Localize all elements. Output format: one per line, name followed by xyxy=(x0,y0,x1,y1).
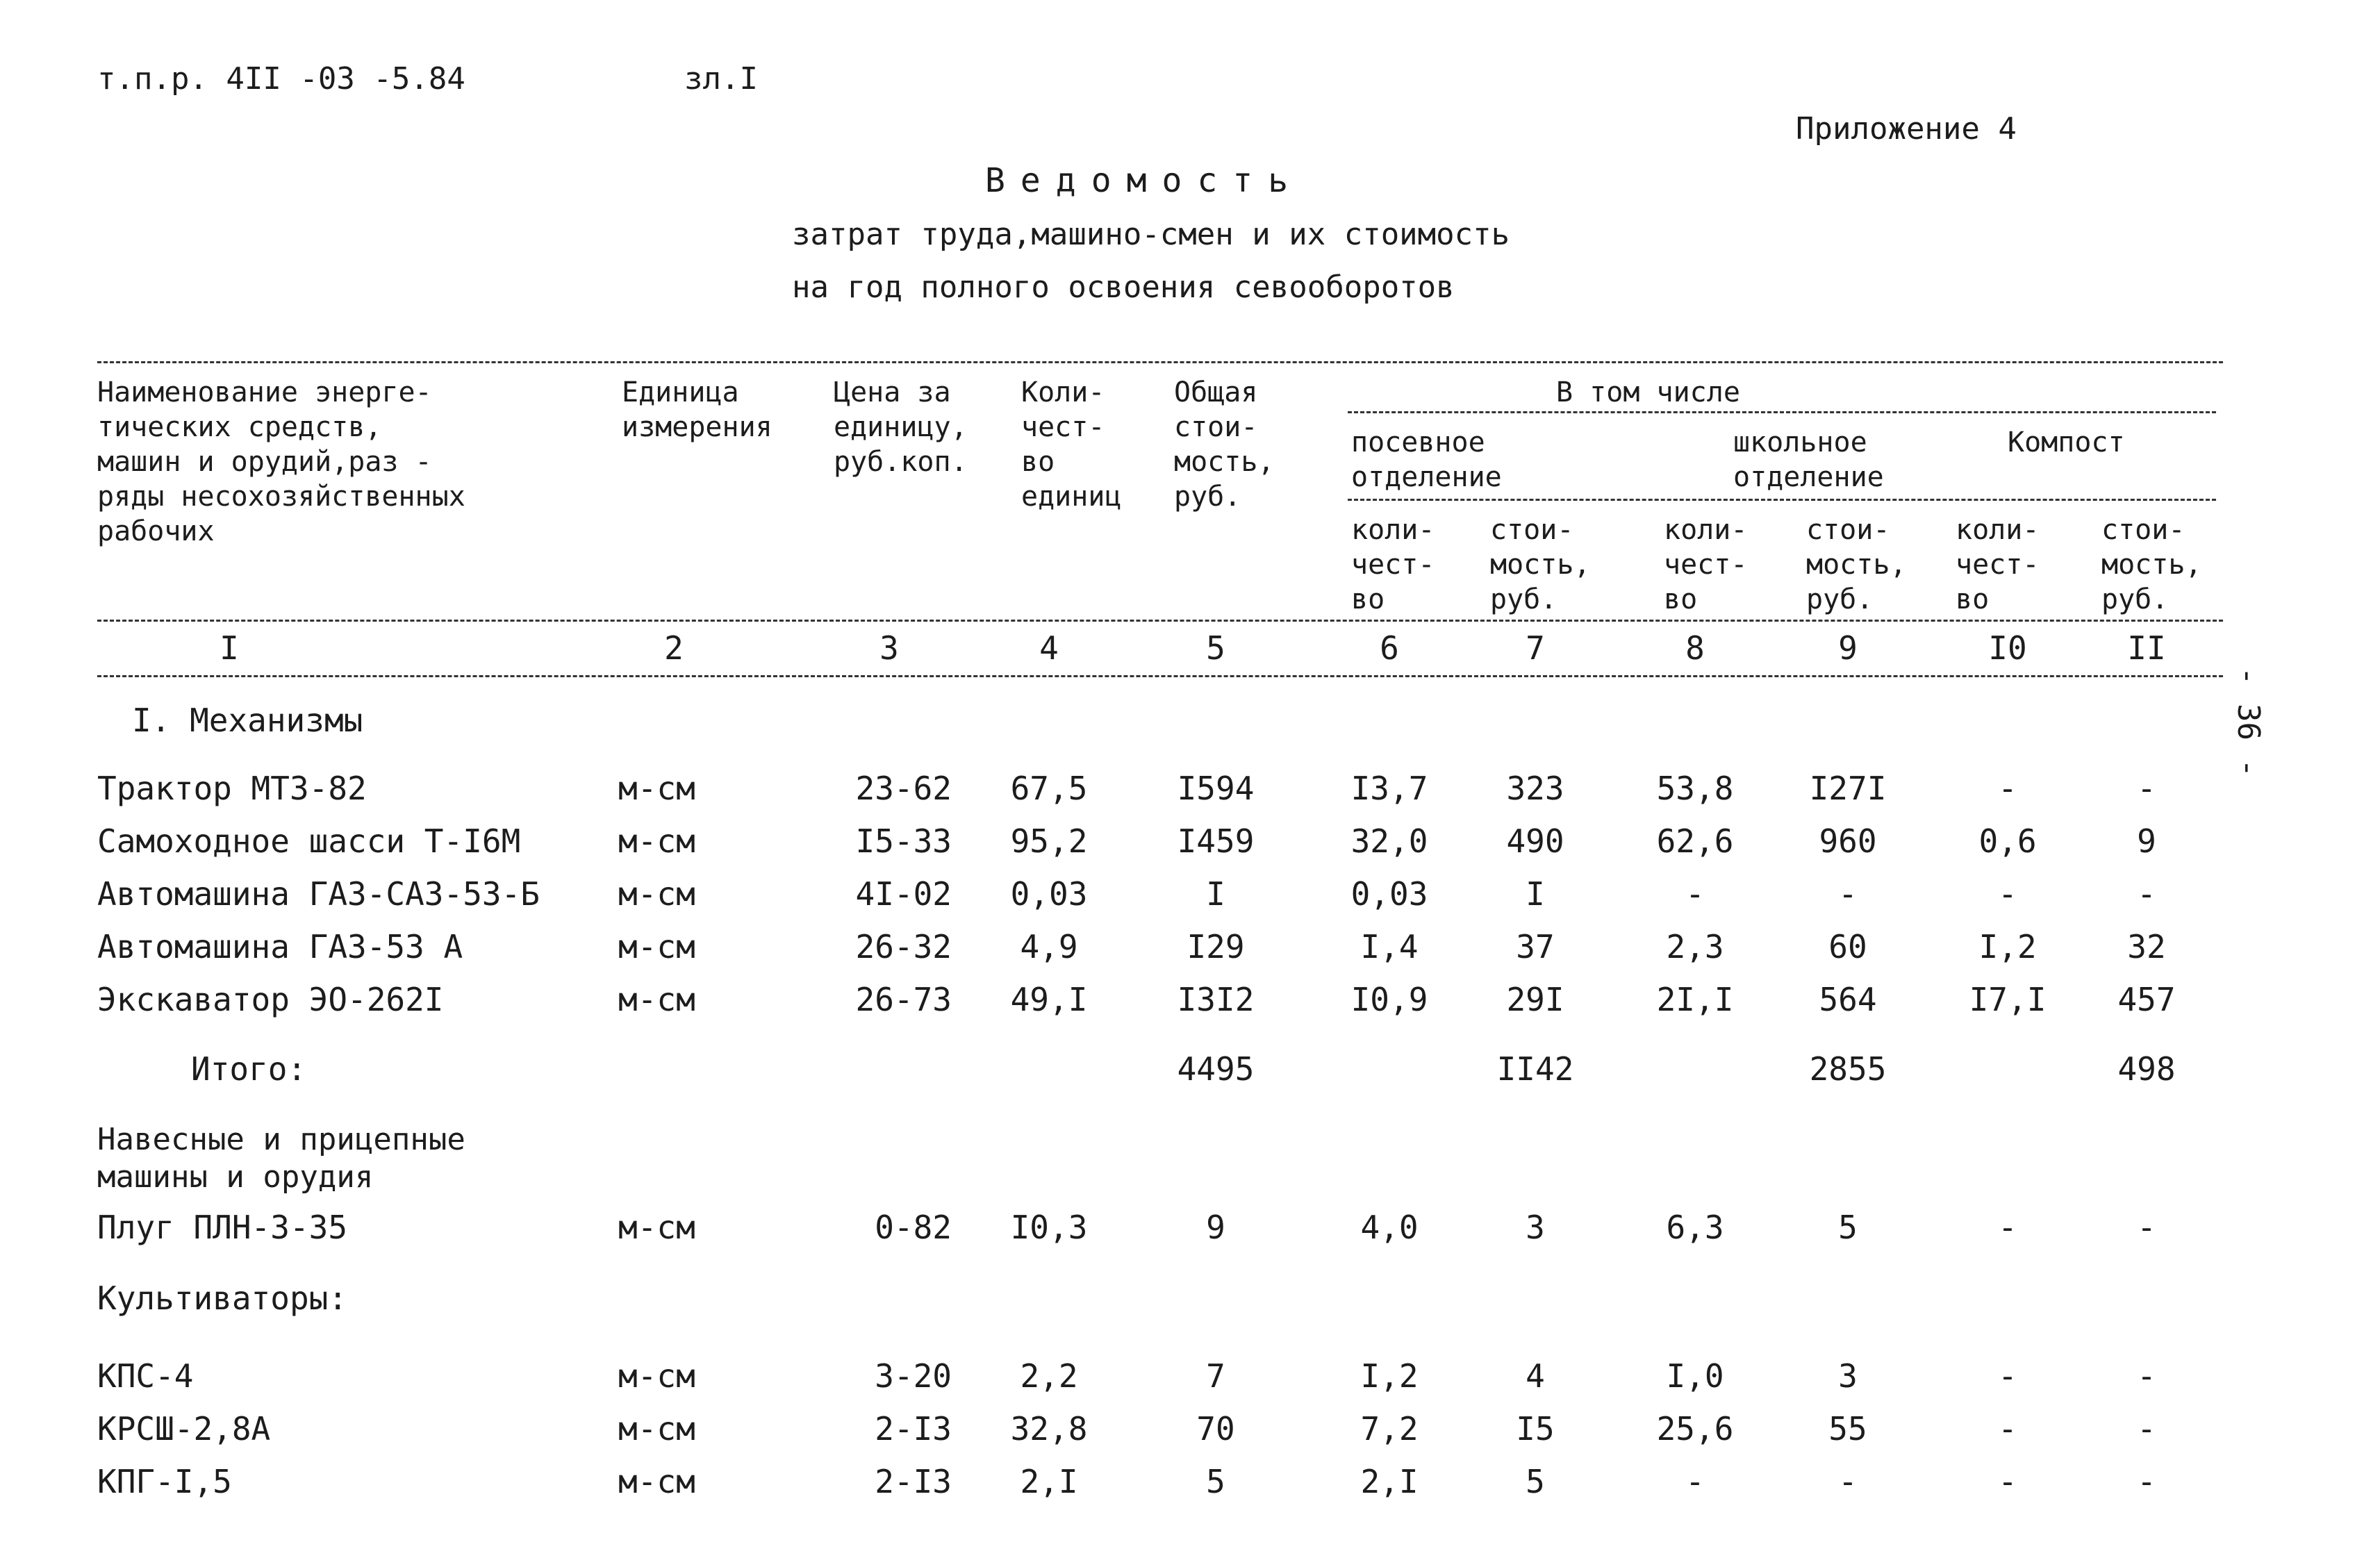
row-price: I5-33 xyxy=(855,822,952,860)
row-sowing-qty: I,2 xyxy=(1360,1357,1419,1395)
row-school-qty: - xyxy=(1685,875,1705,913)
row-price: 0-82 xyxy=(875,1209,952,1246)
row-sowing-cost: 37 xyxy=(1516,928,1555,966)
table-row xyxy=(0,1463,2380,1511)
row-name: КПС-4 xyxy=(97,1357,194,1395)
row-quantity: 95,2 xyxy=(1010,822,1088,860)
row-name: Экскаватор ЭО-262I xyxy=(97,981,444,1018)
document-subtitle-1: затрат труда,машино-смен и их стоимость xyxy=(792,217,1510,252)
row-name: Автомашина ГАЗ-САЗ-53-Б xyxy=(97,875,540,913)
row-compost-cost: 32 xyxy=(2127,928,2166,966)
col-number: 9 xyxy=(1838,629,1858,667)
row-school-qty: 2,3 xyxy=(1666,928,1724,966)
header-top-rule xyxy=(97,361,2223,363)
row-school-cost: I27I xyxy=(1809,770,1887,807)
header-col-unit: Единица измерения xyxy=(622,376,772,443)
row-price: 3-20 xyxy=(875,1357,952,1395)
row-unit: м-см xyxy=(618,875,695,913)
row-sowing-qty: 2,I xyxy=(1360,1463,1419,1500)
row-school-qty: 62,6 xyxy=(1656,822,1734,860)
row-sowing-qty: I0,9 xyxy=(1350,981,1428,1018)
row-price: 2-I3 xyxy=(875,1463,952,1500)
document-code: т.п.р. 4II -03 -5.84 xyxy=(97,61,465,97)
row-unit: м-см xyxy=(618,928,695,966)
col-number: 2 xyxy=(664,629,684,667)
total-label: Итого: xyxy=(191,1050,307,1088)
row-price: 2-I3 xyxy=(875,1410,952,1448)
row-school-cost: 55 xyxy=(1828,1410,1867,1448)
row-unit: м-см xyxy=(618,981,695,1018)
row-school-qty: 6,3 xyxy=(1666,1209,1724,1246)
row-total: 5 xyxy=(1206,1463,1225,1500)
row-quantity: 32,8 xyxy=(1010,1410,1088,1448)
row-sowing-cost: 323 xyxy=(1506,770,1564,807)
row-compost-cost: - xyxy=(2137,1410,2156,1448)
header-school-cost: стои- мость, руб. xyxy=(1806,514,1907,615)
row-total: 7 xyxy=(1206,1357,1225,1395)
row-quantity: 4,9 xyxy=(1020,928,1078,966)
row-unit: м-см xyxy=(618,822,695,860)
col-number: 3 xyxy=(879,629,899,667)
header-compost-cost: стои- мость, руб. xyxy=(2101,514,2202,615)
header-sowing-cost: стои- мость, руб. xyxy=(1490,514,1591,615)
row-name: КРСШ-2,8А xyxy=(97,1410,271,1448)
header-bottom-rule xyxy=(97,620,2223,622)
table-row xyxy=(0,822,2380,871)
row-school-cost: 960 xyxy=(1819,822,1877,860)
col-number: 4 xyxy=(1039,629,1059,667)
row-school-qty: 25,6 xyxy=(1656,1410,1734,1448)
row-compost-qty: - xyxy=(1998,875,2017,913)
row-compost-cost: - xyxy=(2137,1463,2156,1500)
row-compost-qty: - xyxy=(1998,1410,2017,1448)
row-compost-qty: - xyxy=(1998,1463,2017,1500)
row-name: КПГ-I,5 xyxy=(97,1463,232,1500)
row-compost-cost: - xyxy=(2137,770,2156,807)
table-row xyxy=(0,928,2380,977)
total-school-cost: 2855 xyxy=(1809,1050,1887,1088)
row-sowing-cost: 3 xyxy=(1526,1209,1545,1246)
sheet-number: зл.I xyxy=(684,61,758,97)
table-row xyxy=(0,1410,2380,1459)
row-name: Трактор МТЗ-82 xyxy=(97,770,367,807)
row-compost-qty: I,2 xyxy=(1978,928,2037,966)
header-col-price: Цена за единицу, руб.коп. xyxy=(834,376,968,478)
total-cost: 4495 xyxy=(1177,1050,1255,1088)
header-school-qty: коли- чест- во xyxy=(1664,514,1748,615)
row-school-cost: 5 xyxy=(1838,1209,1858,1246)
row-compost-qty: - xyxy=(1998,770,2017,807)
row-sowing-cost: 29I xyxy=(1506,981,1564,1018)
row-compost-qty: 0,6 xyxy=(1978,822,2037,860)
row-compost-cost: - xyxy=(2137,875,2156,913)
row-sowing-cost: I5 xyxy=(1516,1410,1555,1448)
row-sowing-qty: 32,0 xyxy=(1350,822,1428,860)
section-title-mechanisms: I. Механизмы xyxy=(132,702,363,739)
header-group-sowing: посевное отделение xyxy=(1351,426,1502,493)
row-name: Самоходное шасси Т-I6М xyxy=(97,822,521,860)
page-side-number: - 36 - xyxy=(2231,667,2266,777)
row-compost-cost: - xyxy=(2137,1357,2156,1395)
header-including: В том числе xyxy=(1556,376,1740,408)
document-subtitle-2: на год полного освоения севооборотов xyxy=(792,270,1455,305)
col-number: 6 xyxy=(1380,629,1399,667)
row-sowing-qty: 4,0 xyxy=(1360,1209,1419,1246)
row-quantity: 0,03 xyxy=(1010,875,1088,913)
row-school-qty: - xyxy=(1685,1463,1705,1500)
header-group-rule xyxy=(1348,499,2216,501)
appendix-label: Приложение 4 xyxy=(1796,111,2017,147)
total-sowing-cost: II42 xyxy=(1496,1050,1574,1088)
row-sowing-qty: 0,03 xyxy=(1350,875,1428,913)
row-total: I xyxy=(1206,875,1225,913)
header-compost-qty: коли- чест- во xyxy=(1956,514,2040,615)
table-row xyxy=(0,1357,2380,1406)
header-sowing-qty: коли- чест- во xyxy=(1351,514,1435,615)
table-row xyxy=(0,981,2380,1029)
row-quantity: I0,3 xyxy=(1010,1209,1088,1246)
row-compost-cost: 457 xyxy=(2117,981,2176,1018)
row-name: Автомашина ГАЗ-53 А xyxy=(97,928,463,966)
header-including-rule xyxy=(1348,411,2216,413)
row-compost-qty: - xyxy=(1998,1357,2017,1395)
section-title-cultivators: Культиваторы: xyxy=(97,1279,348,1317)
row-school-cost: 60 xyxy=(1828,928,1867,966)
header-group-school: школьное отделение xyxy=(1733,426,1884,493)
row-unit: м-см xyxy=(618,1463,695,1500)
table-row xyxy=(0,875,2380,924)
row-sowing-qty: 7,2 xyxy=(1360,1410,1419,1448)
row-compost-cost: 9 xyxy=(2137,822,2156,860)
row-total: I29 xyxy=(1187,928,1245,966)
table-row xyxy=(0,770,2380,818)
header-col-name: Наименование энерге- тических средств, машин и орудий,раз - ряды несохозяйственных рабочих xyxy=(97,376,465,547)
row-total: 70 xyxy=(1196,1410,1235,1448)
header-col-quantity: Коли- чест- во единиц xyxy=(1021,376,1122,513)
row-quantity: 67,5 xyxy=(1010,770,1088,807)
row-unit: м-см xyxy=(618,1209,695,1246)
row-total: I459 xyxy=(1177,822,1255,860)
row-price: 26-73 xyxy=(855,981,952,1018)
row-sowing-cost: 4 xyxy=(1526,1357,1545,1395)
row-compost-qty: - xyxy=(1998,1209,2017,1246)
row-school-cost: - xyxy=(1838,875,1858,913)
col-number: I0 xyxy=(1988,629,2027,667)
row-sowing-qty: I3,7 xyxy=(1350,770,1428,807)
header-group-compost: Компост xyxy=(2008,426,2125,458)
row-school-cost: 3 xyxy=(1838,1357,1858,1395)
total-row xyxy=(0,1050,2380,1099)
row-school-cost: 564 xyxy=(1819,981,1877,1018)
row-unit: м-см xyxy=(618,1410,695,1448)
row-price: 4I-02 xyxy=(855,875,952,913)
row-sowing-cost: 5 xyxy=(1526,1463,1545,1500)
row-school-qty: 53,8 xyxy=(1656,770,1734,807)
col-number: 5 xyxy=(1206,629,1225,667)
row-name: Плуг ПЛН-3-35 xyxy=(97,1209,348,1246)
row-price: 23-62 xyxy=(855,770,952,807)
row-school-cost: - xyxy=(1838,1463,1858,1500)
row-total: 9 xyxy=(1206,1209,1225,1246)
row-compost-qty: I7,I xyxy=(1969,981,2047,1018)
row-quantity: 2,I xyxy=(1020,1463,1078,1500)
col-number: 7 xyxy=(1526,629,1545,667)
row-total: I594 xyxy=(1177,770,1255,807)
row-quantity: 2,2 xyxy=(1020,1357,1078,1395)
row-school-qty: 2I,I xyxy=(1656,981,1734,1018)
table-row xyxy=(0,1209,2380,1257)
document-title: Ведомость xyxy=(985,161,1304,200)
total-compost-cost: 498 xyxy=(2117,1050,2176,1088)
header-col-total-cost: Общая стои- мость, руб. xyxy=(1174,376,1275,513)
row-quantity: 49,I xyxy=(1010,981,1088,1018)
row-school-qty: I,0 xyxy=(1666,1357,1724,1395)
col-number: II xyxy=(2127,629,2166,667)
section-title-attachments: Навесные и прицепные машины и орудия xyxy=(97,1122,465,1195)
row-unit: м-см xyxy=(618,1357,695,1395)
row-total: I3I2 xyxy=(1177,981,1255,1018)
col-number: I xyxy=(220,629,239,667)
row-sowing-cost: 490 xyxy=(1506,822,1564,860)
row-price: 26-32 xyxy=(855,928,952,966)
row-compost-cost: - xyxy=(2137,1209,2156,1246)
row-unit: м-см xyxy=(618,770,695,807)
col-number: 8 xyxy=(1685,629,1705,667)
column-numbers-rule xyxy=(97,675,2223,677)
row-sowing-cost: I xyxy=(1526,875,1545,913)
row-sowing-qty: I,4 xyxy=(1360,928,1419,966)
